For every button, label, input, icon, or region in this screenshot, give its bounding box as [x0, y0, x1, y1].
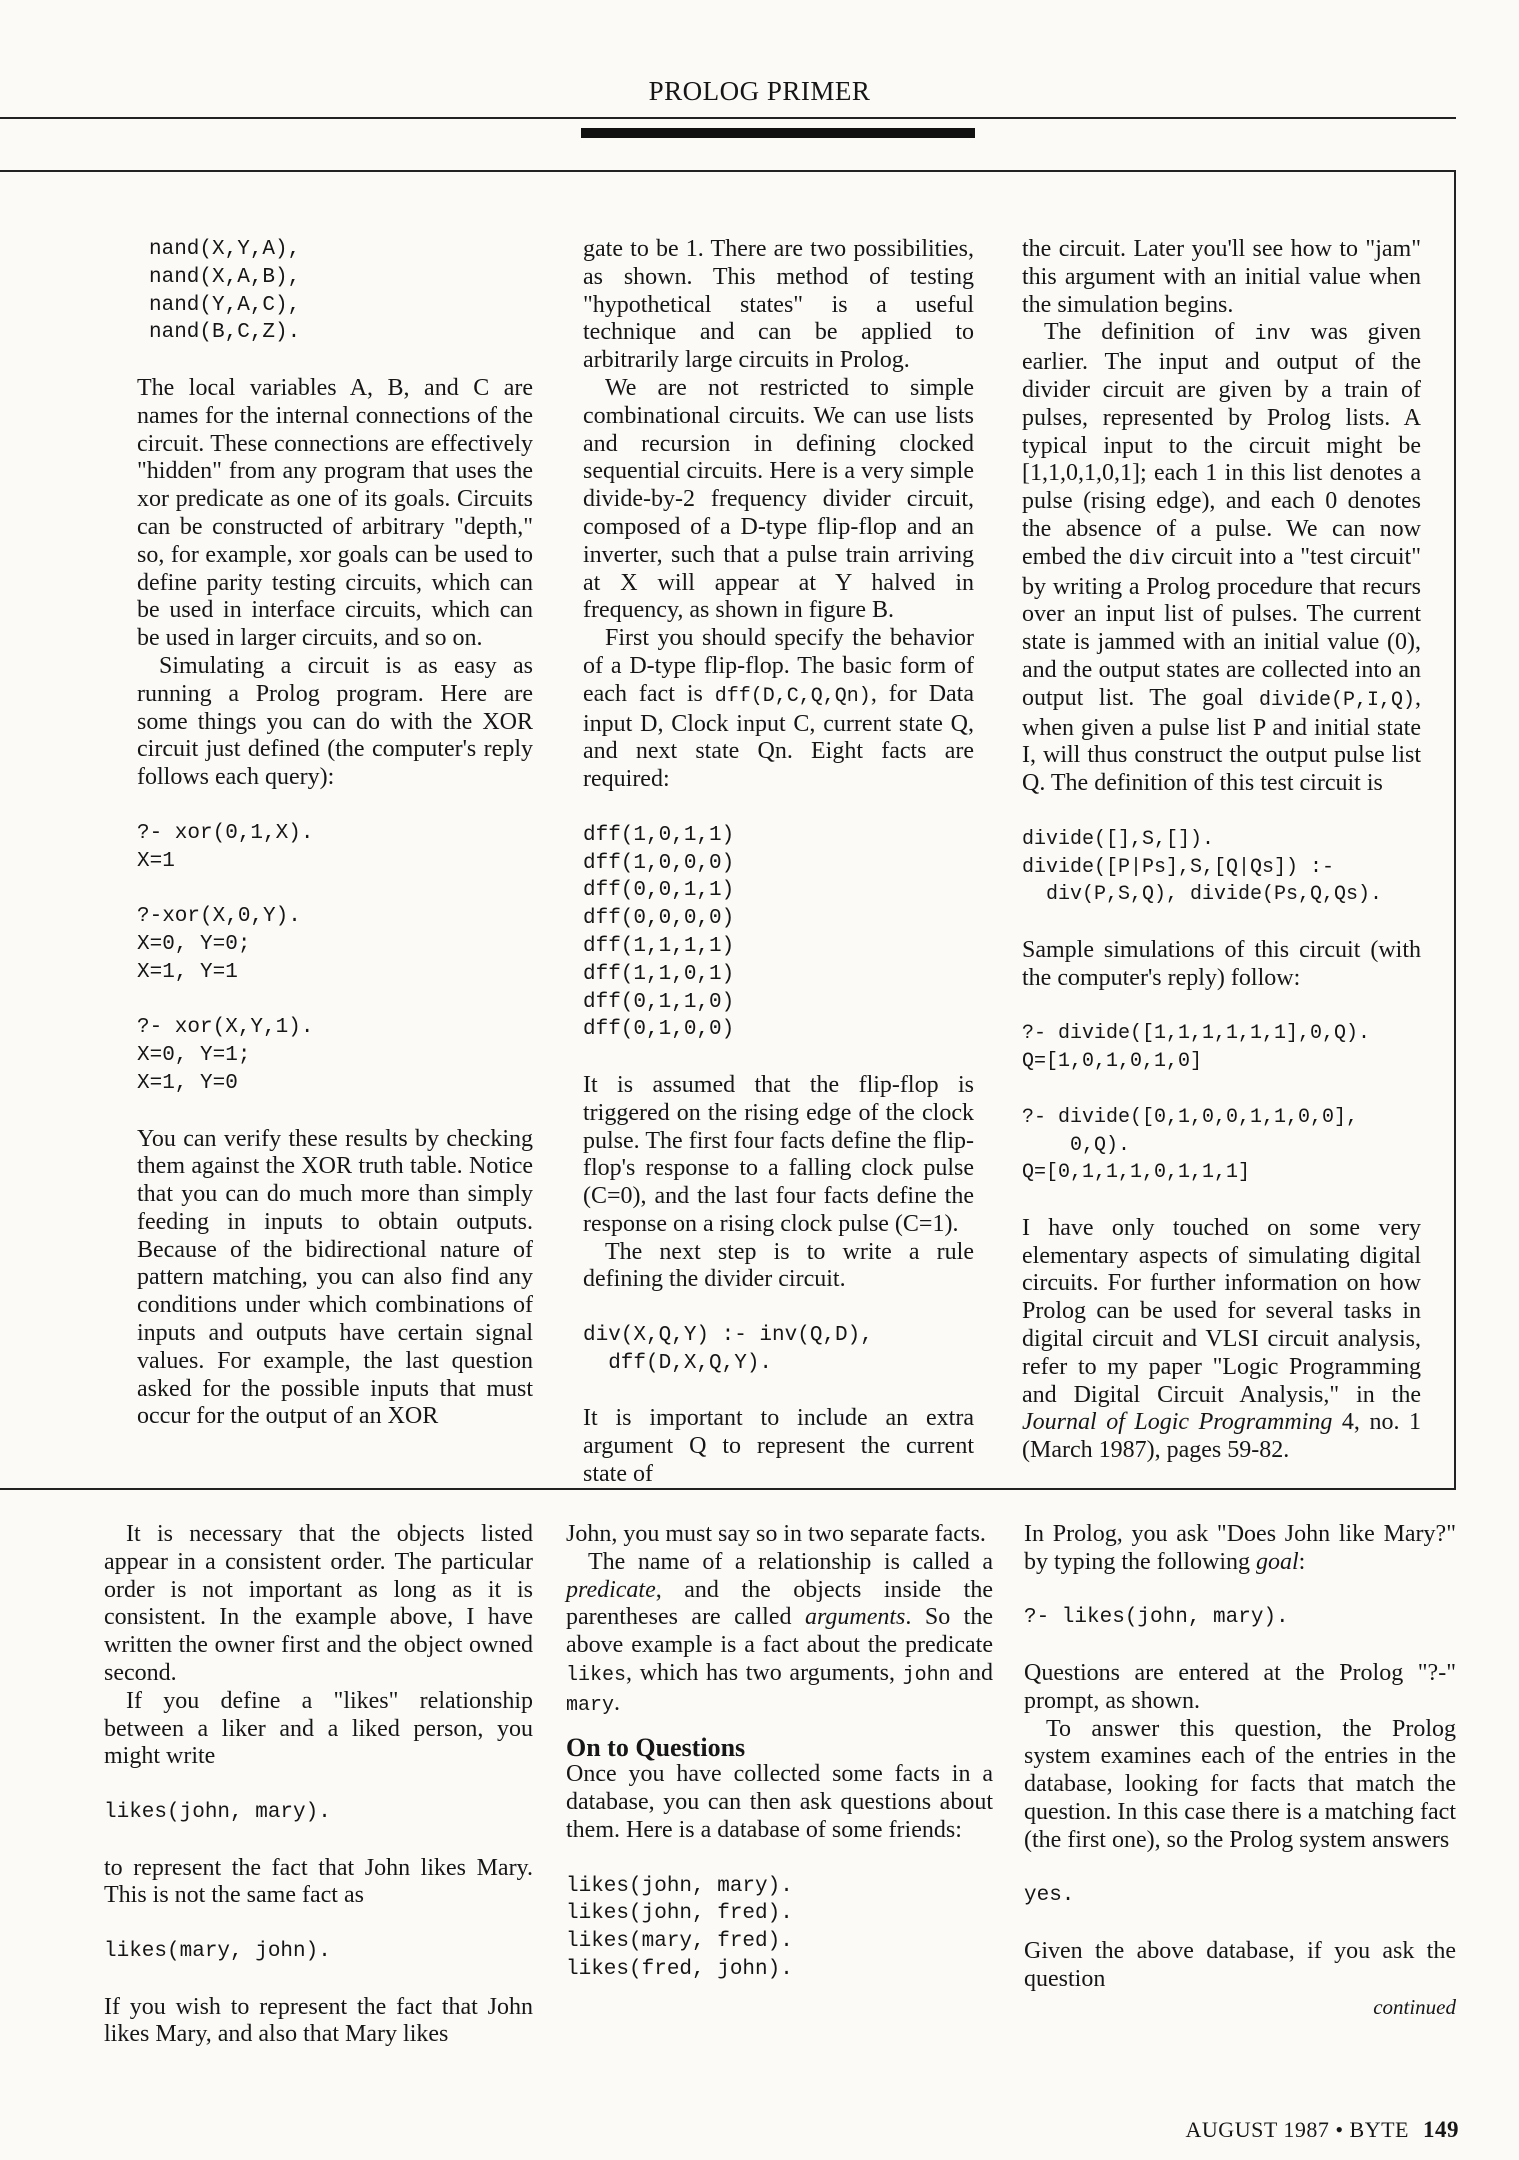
paragraph-text: In Prolog, you ask "Does John like Mary?" by typing the following [1024, 1521, 1456, 1575]
inline-code: john [902, 1663, 951, 1687]
database-code: likes(john, mary). likes(john, fred). likes(mary, fred). likes(fred, john). [566, 1874, 793, 1981]
query-code: ?- xor(0,1,X). X=1 [137, 821, 314, 873]
sidebar-column-2 [583, 236, 974, 1489]
paragraph: Questions are entered at the Prolog "?-" prompt, as shown. [1024, 1659, 1456, 1714]
sidebar-column-3 [1022, 236, 1421, 1465]
paragraph-text: The name of a relationship is called a [588, 1548, 993, 1575]
paragraph-text: was given earlier. The input and output of the divider circuit are given by a train of pulses, represented by Prolog lists. A typical input to the circuit might be [1,1,0,1,0,1]; each 1 in this list denotes a pulse (rising edge), and each 0 denotes the absence of a pulse. We can now embed the [1022, 319, 1421, 570]
goal-code: ?- likes(john, mary). [1024, 1606, 1289, 1630]
paragraph-text: I have only touched on some very elementary aspects of simulating digital circuits. For further information on how Prolog can be used for several tasks in digital circuit and VLSI circuit analysis, refer to my paper "Logic Programming and Digital Circuit Analysis," in the [1022, 1214, 1421, 1408]
paragraph: To answer this question, the Prolog system examines each of the entries in the database, looking for facts that match the question. In this case there is a matching fact (the first one), so the Prolog system answers [1024, 1715, 1456, 1853]
paragraph: Once you have collected some facts in a database, you can then ask questions about them. Here is a database of some friends: [566, 1761, 993, 1843]
paragraph [583, 625, 974, 794]
section-heading: On to Questions [566, 1732, 746, 1762]
query-code: ?-xor(X,0,Y). X=0, Y=0; X=1, Y=1 [137, 905, 301, 984]
paragraph: The next step is to write a rule defining the divider circuit. [583, 1238, 974, 1293]
paragraph-text: First you should specify the behavior of a D-type flip-flop. The basic form of each fact is [583, 625, 974, 707]
paragraph: gate to be 1. There are two possibilities, as shown. This method of testing "hypothetical states" is a useful technique and can be applied to arbitrarily large circuits in Prolog. [583, 236, 974, 374]
paragraph: John, you must say so in two separate facts. [566, 1521, 986, 1547]
paragraph-text: , which has two arguments, [626, 1659, 903, 1686]
paragraph: It is important to include an extra argument Q to represent the current state of [583, 1405, 974, 1488]
header-rule [0, 117, 1456, 119]
term: predicate [566, 1576, 656, 1603]
inline-code: divide(P,I,Q) [1258, 688, 1415, 712]
dff-facts-code: dff(1,0,1,1) dff(1,0,0,0) dff(0,0,1,1) dff(0,0,0,0) dff(1,1,1,1) dff(1,1,0,1) dff(0,1,1,0) dff(0,1,0,0) [583, 823, 735, 1042]
inline-code: mary [566, 1693, 615, 1717]
paragraph-text: circuit into a "test circuit" by writing a Prolog procedure that recurs over an input list of pulses. The current state is jammed with an initial value (0), and the output states are collected into an output list. The goal [1022, 543, 1422, 711]
nand-code: nand(X,Y,A), nand(X,A,B), nand(Y,A,C), nand(B,C,Z). [149, 238, 301, 345]
paragraph: If you wish to represent the fact that John likes Mary, and also that Mary likes [104, 1993, 533, 2048]
paragraph-text: , when given a pulse list P and initial state I, will thus construct the output pulse list Q. The definition of this test circuit is [1022, 684, 1421, 797]
query-code: ?- divide([1,1,1,1,1,1],0,Q). Q=[1,0,1,0,1,0] [1022, 1022, 1371, 1074]
paragraph [1022, 1215, 1421, 1465]
continued-note: continued [1373, 1994, 1456, 2019]
paragraph: to represent the fact that John likes Mary. This is not the same fact as [104, 1854, 533, 1909]
body-column-3 [1024, 1521, 1456, 2021]
answer-code: yes. [1024, 1884, 1075, 1908]
header-bar [581, 128, 975, 138]
running-header: PROLOG PRIMER [648, 76, 871, 106]
body-column-2 [566, 1521, 993, 1984]
paragraph: Simulating a circuit is as easy as running a Prolog program. Here are some things you can do with the XOR circuit just defined (the computer's reply follows each query): [137, 652, 533, 791]
paragraph-text: 4, no. 1 (March 1987), pages 59-82. [1022, 1409, 1422, 1464]
term: goal [1255, 1548, 1299, 1575]
paragraph: We are not restricted to simple combinational circuits. We can use lists and recursion in defining clocked sequential circuits. Here is a very simple divide-by-2 frequency divider circuit, composed of a D-type flip-flop and an inverter, such that a pulse train arriving at X will appear at Y halved in frequency, as shown in figure B. [583, 374, 974, 624]
paragraph: The local variables A, B, and C are names for the internal connections of the circuit. These connections are effectively "hidden" from any program that uses the xor predicate as one of its goals. Circuits can be constructed of arbitrary "depth," so, for example, xor goals can be used to define parity testing circuits, which can be used in interface circuits, which can be used in larger circuits, and so on. [137, 374, 533, 652]
paragraph: Given the above database, if you ask the question [1024, 1937, 1456, 1992]
fact-code: likes(mary, john). [104, 1939, 331, 1963]
paragraph: It is assumed that the flip-flop is triggered on the rising edge of the clock pulse. The first four facts define the flip-flop's response to a falling clock pulse (C=0), and the last four facts define the response on a rising clock pulse (C=1). [583, 1071, 974, 1237]
paragraph [1024, 1521, 1456, 1577]
paragraph-text: . So the above example is a fact about the predicate [566, 1604, 993, 1659]
query-code: ?- xor(X,Y,1). X=0, Y=1; X=1, Y=0 [137, 1016, 314, 1095]
paragraph: It is necessary that the objects listed appear in a consistent order. The particular order is not important as long as it is consistent. In the example above, I have written the owner first and the object owned second. [104, 1521, 533, 1686]
term: arguments [804, 1604, 906, 1631]
sidebar-column-1 [137, 236, 533, 1431]
paragraph-text: . [614, 1689, 621, 1716]
page-footer [1186, 2117, 1459, 2143]
paragraph-text: : [1298, 1548, 1306, 1575]
inline-code: dff(D,C,Q,Qn) [714, 684, 871, 708]
paragraph-text: and [950, 1659, 993, 1686]
query-code: ?- divide([0,1,0,0,1,1,0,0], 0,Q). Q=[0,1,1,1,0,1,1,1] [1022, 1105, 1359, 1185]
inline-code: inv [1254, 323, 1291, 347]
journal-title: Journal of Logic Programming [1022, 1409, 1333, 1436]
inline-code: likes [566, 1663, 627, 1687]
paragraph: You can verify these results by checking them against the XOR truth table. Notice that you can do much more than simply feeding in inputs to obtain outputs. Because of the bidirectional nature of pattern matching, you can also find any conditions under which combinations of inputs and outputs have certain signal values. For example, the last question asked for the possible inputs that must occur for the output of an XOR [137, 1125, 533, 1430]
issue-line: AUGUST 1987 • BYTE [1185, 2117, 1409, 2142]
fact-code: likes(john, mary). [104, 1800, 331, 1824]
page-number: 149 [1423, 2117, 1459, 2142]
paragraph-text: The definition of [1044, 319, 1255, 346]
paragraph: the circuit. Later you'll see how to "jam" this argument with an initial value when the simulation begins. [1022, 236, 1421, 318]
paragraph [566, 1549, 993, 1720]
inline-code: div [1128, 547, 1165, 571]
paragraph: If you define a "likes" relationship between a liker and a liked person, you might write [104, 1687, 533, 1770]
div-rule-code: div(X,Q,Y) :- inv(Q,D), dff(D,X,Q,Y). [583, 1324, 873, 1375]
paragraph: Sample simulations of this circuit (with the computer's reply) follow: [1022, 936, 1421, 991]
paragraph [1022, 319, 1421, 798]
paragraph-text: , for Data input D, Clock input C, current state Q, and next state Qn. Eight facts are required: [583, 680, 974, 793]
paragraph-text: , and the objects inside the parentheses are called [566, 1576, 993, 1631]
divide-code: divide([],S,[]). divide([P|Ps],S,[Q|Qs]) :- div(P,S,Q), divide(Ps,Q,Qs). [1022, 827, 1383, 907]
body-column-1 [104, 1521, 533, 2049]
